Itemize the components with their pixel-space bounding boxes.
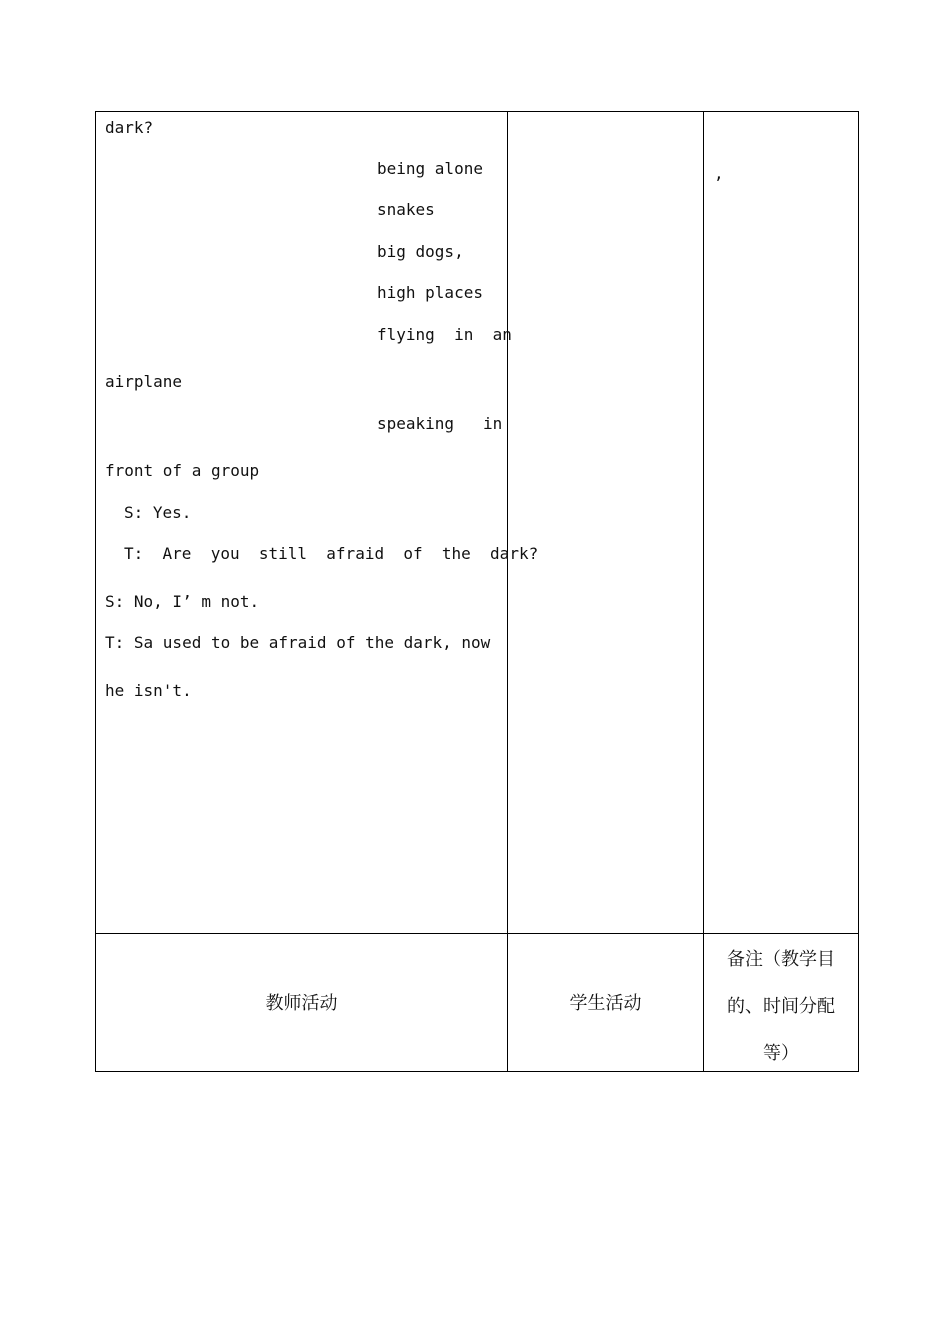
notes-header <box>704 933 859 1071</box>
notes-cell <box>704 112 859 934</box>
dialogue-line: S: Yes. <box>124 503 192 522</box>
notes-mark: , <box>714 164 724 183</box>
teacher-activity-header <box>96 933 508 1071</box>
fear-item: flying in an <box>377 325 512 344</box>
notes-label <box>704 936 858 1077</box>
fear-item: being alone <box>377 159 483 178</box>
teacher-activity-label: 教师活动 <box>265 993 338 1015</box>
notes-label-line: 等） <box>763 1042 799 1064</box>
fear-item: speaking in <box>377 414 503 433</box>
student-activity-header <box>508 933 704 1071</box>
content-row <box>96 112 859 934</box>
dialogue-line: T: Sa used to be afraid of the dark, now <box>105 633 491 652</box>
dialogue-line: T: Are you still afraid of the dark? <box>124 544 539 563</box>
text-line: airplane <box>105 372 183 391</box>
text-line: front of a group <box>105 461 260 480</box>
teacher-activity-cell <box>96 112 539 934</box>
fear-item: big dogs, <box>377 242 464 261</box>
lesson-plan-table <box>95 111 859 1072</box>
student-activity-cell <box>508 112 704 934</box>
notes-label-line: 备注（教学目 <box>727 948 835 970</box>
student-activity-label: 学生活动 <box>569 993 642 1015</box>
dialogue-line: S: No, I’ m not. <box>105 592 260 611</box>
notes-label-line: 的、时间分配 <box>727 995 835 1017</box>
dialogue-line: he isn't. <box>105 681 192 700</box>
header-row <box>96 933 859 1071</box>
text-line: dark? <box>105 118 154 137</box>
fear-item: snakes <box>377 200 435 219</box>
fear-item: high places <box>377 283 483 302</box>
